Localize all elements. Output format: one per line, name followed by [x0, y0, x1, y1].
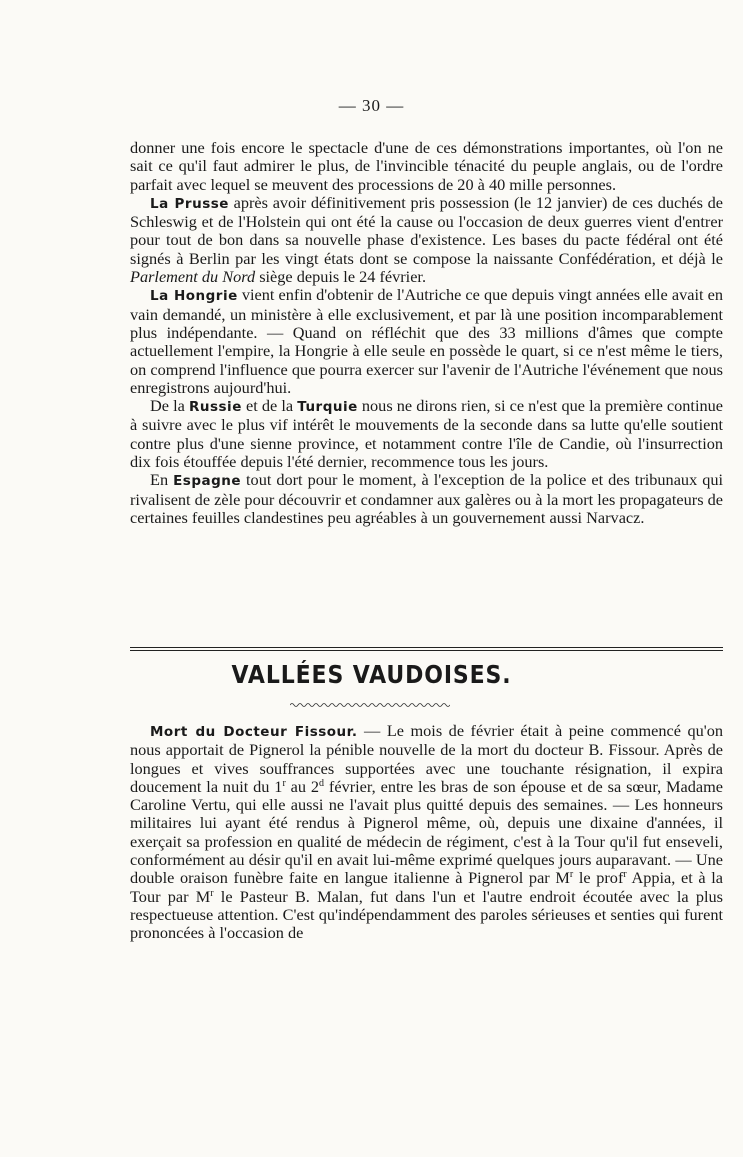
intro-paragraph: donner une fois encore le spectacle d'une de ces démonstrations importantes, où l'on ne sait ce qu'il faut admirer le plus, de l'invincible ténacité du peuple anglais, ou de l'ordre parfait avec lequel se meuvent des processions de 20 à 40 mille personnes.: [130, 138, 723, 194]
section-heading: VALLÉES VAUDOISES.: [231, 660, 512, 689]
espagne-label: Espagne: [173, 473, 242, 490]
page-number: — 30 —: [338, 96, 405, 115]
vaudois-section: [130, 722, 723, 943]
fissour-label: Mort du Docteur Fissour.: [150, 724, 358, 740]
decorative-wave-rule: [290, 702, 450, 708]
section-divider: [130, 647, 723, 651]
hongrie-label: La Hongrie: [150, 288, 238, 305]
prusse-label: La Prusse: [150, 195, 229, 212]
turquie-label: Turquie: [297, 399, 358, 416]
prusse-paragraph: La Prusse après avoir définitivement pris possession (le 12 janvier) de ces duchés de Schleswig et de l'Holstein qui ont été la cause ou l'occasion de deux guerres vient d'entrer pour tout de bon dans sa nouvelle phase d'existence. Les bases du pacte fédéral ont été signés à Berlin par les vingt états dont se compose la naissante Confédération, et déjà le Parlement du Nord siège depuis le 24 février.: [130, 192, 723, 287]
hongrie-paragraph: La Hongrie vient enfin d'obtenir de l'Autriche ce que depuis vingt années elle avait en vain demandé, un ministère à elle exclusivement, et par là une position incomparablement plus indépendante. — Quand on réfléchit que des 33 millions d'âmes que compte actuellement l'empire, la Hongrie à elle seule en possède le quart, si ce n'est même le tiers, on comprend l'influence que pourra exercer sur l'avenir de l'Autriche l'événement que nous enregistrons aujourd'hui.: [130, 285, 723, 397]
news-section: [130, 139, 723, 527]
parliament-name: Parlement du Nord: [130, 267, 256, 287]
russie-turquie-paragraph: De la Russie et de la Turquie nous ne dirons rien, si ce n'est que la première continue à suivre avec le plus vif intérêt le mouvements de la seconde dans sa lutte qu'elle soutient contre plus d'une sienne province, et notamment contre l'île de Candie, où l'insurrection dix fois étouffée depuis l'été dernier, recommence tous les jours.: [130, 396, 723, 472]
fissour-paragraph: Mort du Docteur Fissour. — Le mois de février était à peine commencé qu'on nous apportait de Pignerol la pénible nouvelle de la mort du docteur B. Fissour. Après de longues et vives souffrances supportées avec une touchante résignation, il expira doucement la nuit du 1$^r$ au 2$^d$ février, entre les bras de son épouse et de sa sœur, Madame Caroline Vertu, qui elle aussi ne l'avait plus quitté depuis des semaines. — Les honneurs militaires lui ayant été rendus à Pignerol même, où, depuis une dixaine d'années, il exerçait sa profession en qualité de médecin de régiment, c'est à la Tour qu'il fut enseveli, conformément au désir qu'il en avait lui-même exprimé quelques jours auparavant. — Une double oraison funèbre faite en langue italienne à Pignerol par $M^r$ le prof$^r$ Appia, et à la Tour par $M^r$ le Pasteur B. Malan, fut dans l'un et l'autre endroit écoutée avec la plus respectueuse attention. C'est qu'indépendamment des paroles sérieuses et senties qui furent prononcées à l'occasion de: [130, 721, 723, 943]
espagne-paragraph: En Espagne tout dort pour le moment, à l'exception de la police et des tribunaux qui rivalisent de zèle pour découvrir et condamner aux galères ou à la mort les propagateurs de certaines feuilles clandestines peu agréables à un gouvernement aussi Narvacz.: [130, 470, 723, 527]
russie-label: Russie: [188, 399, 242, 416]
